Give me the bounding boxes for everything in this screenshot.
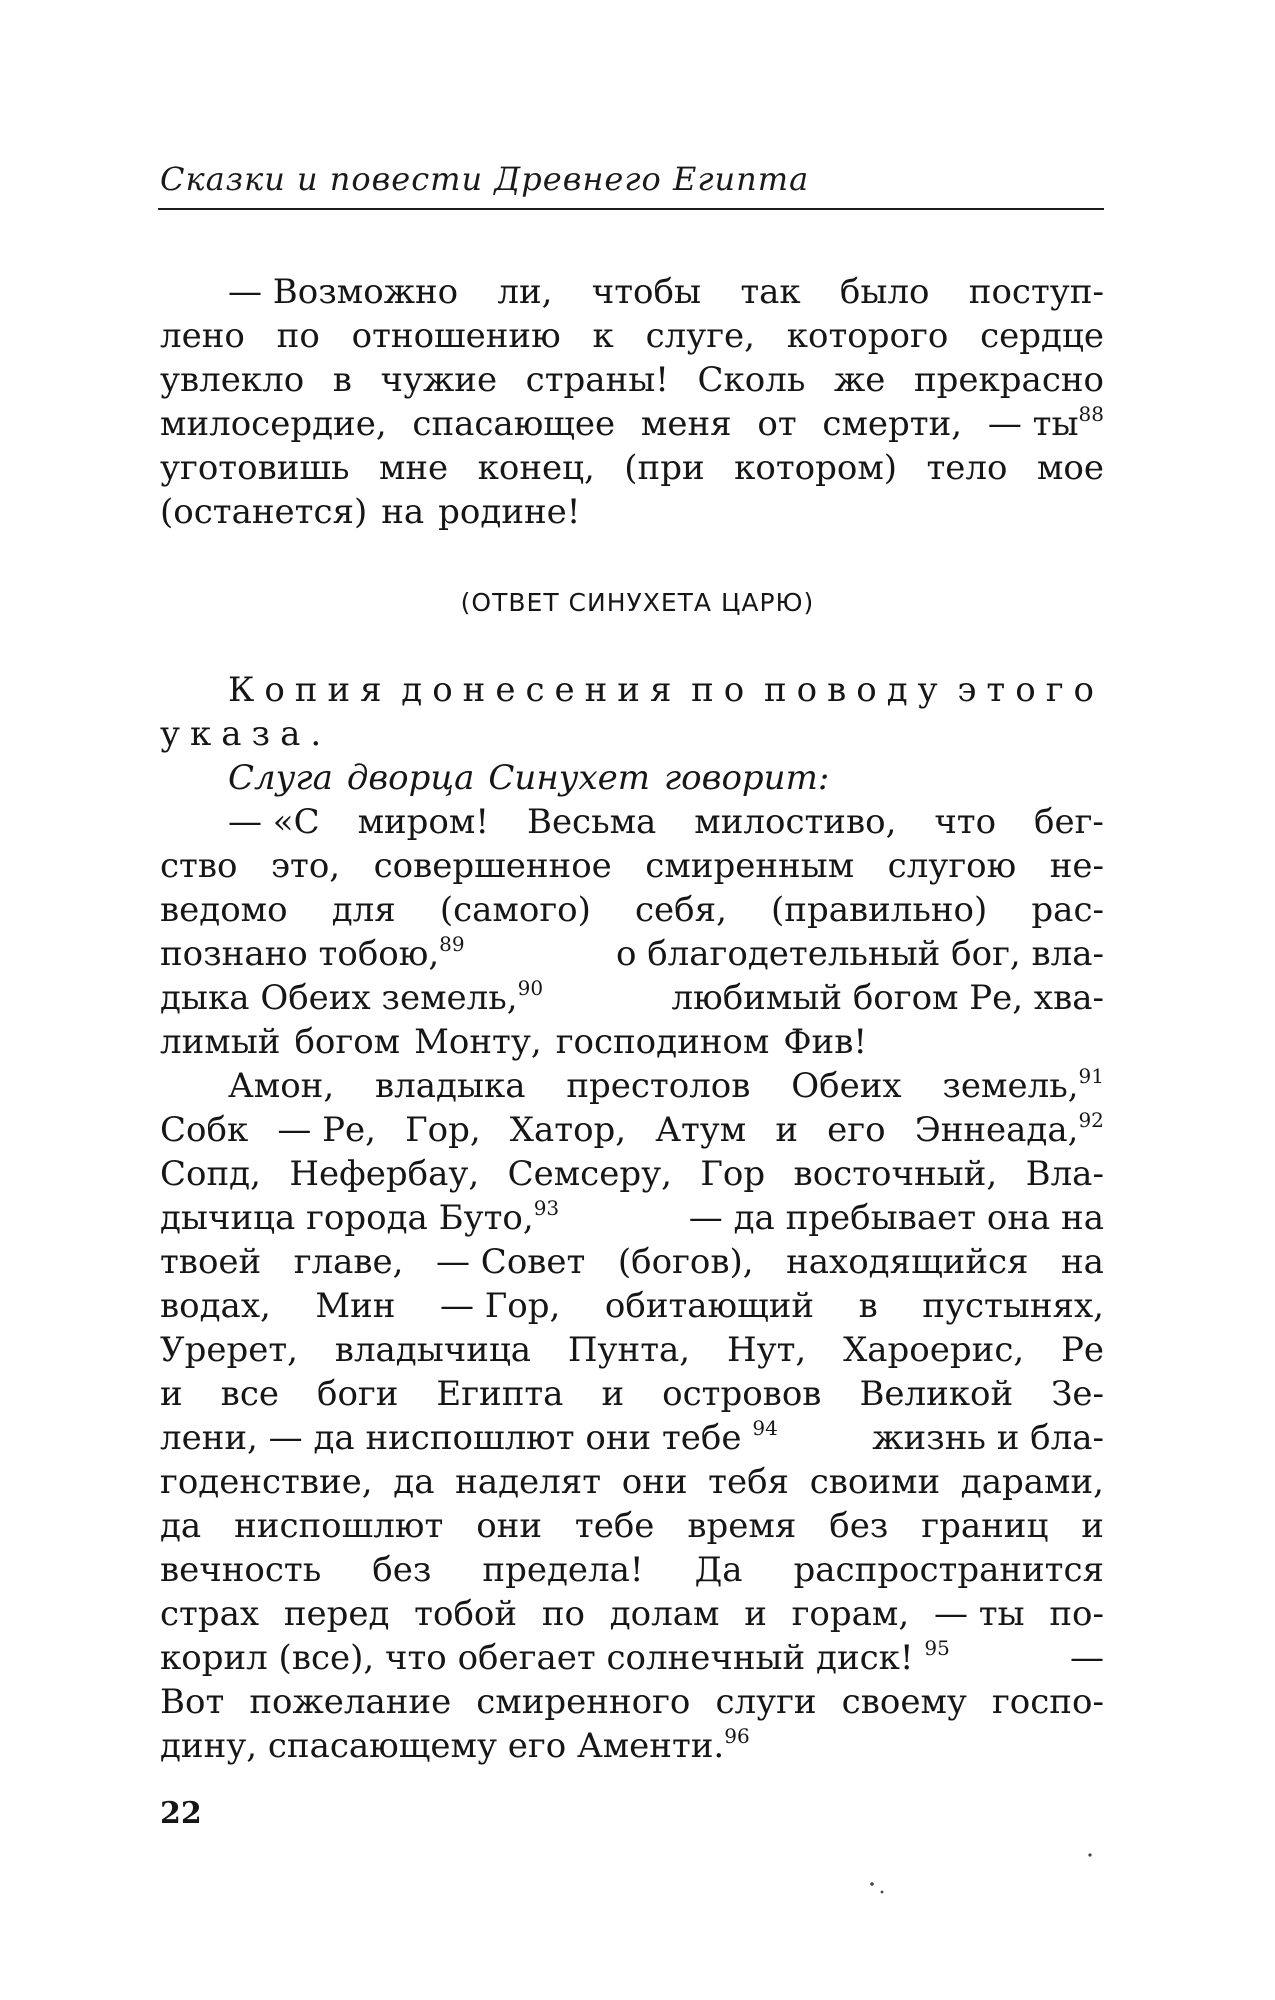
word: на (1061, 1242, 1104, 1282)
word: вечность (160, 1550, 322, 1590)
word: меня (640, 404, 732, 444)
word: поводу (763, 670, 948, 710)
word: что (934, 802, 997, 842)
word: время (687, 1506, 797, 1546)
word: смерти, (822, 404, 963, 444)
word: смиренным (645, 846, 855, 886)
word: восточный, (793, 1154, 998, 1194)
word: Зе- (1051, 1374, 1104, 1414)
word: — Возможно (228, 272, 459, 312)
word: донесения (401, 670, 682, 710)
text-segment: дину, спасающему его Аменти.$^{96}$ (160, 1724, 750, 1766)
word: Гор (700, 1154, 766, 1194)
section-heading: (ОТВЕТ СИНУХЕТА ЦАРЮ) (460, 588, 815, 617)
word: предела! (482, 1550, 644, 1590)
word: отношению (351, 316, 561, 356)
word: распространится (793, 1550, 1104, 1590)
word: перед (283, 1594, 390, 1634)
word: горам, (791, 1594, 910, 1634)
word: границ (921, 1506, 1049, 1546)
text-segment: лени, — да ниспошлют они тебе $^{94}$ (160, 1416, 778, 1458)
word: земель,$^{91}$ (942, 1064, 1104, 1106)
word: — $ты^{88}$ (987, 402, 1104, 444)
word: себя, (635, 890, 727, 930)
word: поступ- (968, 272, 1104, 312)
word: главе, (293, 1242, 404, 1282)
word: Вот (160, 1682, 225, 1722)
word: дворца (346, 758, 475, 798)
word: да (160, 1506, 202, 1546)
footnote-ref: 90 (517, 976, 544, 1000)
word: его (827, 1110, 886, 1150)
word: чтобы (591, 272, 702, 312)
word: котором) (734, 448, 898, 488)
word: по (276, 316, 320, 356)
word: мое (1036, 448, 1104, 488)
word: от (757, 404, 797, 444)
word: бег- (1034, 802, 1104, 842)
word: обитающий (604, 1286, 815, 1326)
word: не- (1049, 846, 1104, 886)
word: увлекло (160, 360, 305, 400)
word: годенствие, (160, 1462, 373, 1502)
footnote-ref: 92 (1078, 1108, 1104, 1132)
text-segment: о благодетельный бог, вла- (615, 934, 1104, 974)
word: слуге, (645, 316, 755, 356)
word: боги (316, 1374, 399, 1414)
word: Сопд, (160, 1154, 261, 1194)
word: указа. (160, 714, 332, 754)
word: все (220, 1374, 279, 1414)
word: Собк (160, 1110, 249, 1150)
word: родине! (438, 492, 581, 532)
word: так (740, 272, 801, 312)
word: Монту, (414, 1022, 542, 1062)
word: да (393, 1462, 435, 1502)
footnote-ref: 88 (1078, 402, 1104, 426)
word: пожелание (249, 1682, 452, 1722)
word: миром! (357, 802, 490, 842)
word: чужие (380, 360, 498, 400)
word: Вла- (1025, 1154, 1104, 1194)
text-segment: жизнь и бла- (872, 1418, 1104, 1458)
word: и (160, 1374, 183, 1414)
word: пустынях, (922, 1286, 1104, 1326)
word: твоей (160, 1242, 262, 1282)
text-segment: познано тобою,$^{89}$ (160, 932, 465, 974)
word: Сколь (697, 360, 806, 400)
footnote-ref: 89 (439, 932, 465, 956)
word: спасающее (412, 404, 616, 444)
word: по (541, 1594, 585, 1634)
word: (богов), (617, 1242, 754, 1282)
word: Мин (315, 1286, 396, 1326)
speck (1088, 1853, 1091, 1856)
running-head: Сказки и повести Древнего Египта (160, 160, 810, 198)
text-segment: дычица города Буто,$^{93}$ (160, 1196, 560, 1238)
word: уготовишь (160, 448, 350, 488)
word: — ты (933, 1594, 1025, 1634)
footnote-ref: 91 (1078, 1064, 1104, 1088)
text-segment: — (1070, 1638, 1104, 1678)
word: (останется) (160, 492, 368, 532)
word: и (744, 1594, 767, 1634)
footnote-ref: 95 (924, 1636, 950, 1660)
word: Эннеада,$^{92}$ (914, 1108, 1104, 1150)
text-segment: — да пребывает она на (688, 1198, 1104, 1238)
word: владыка (374, 1066, 526, 1106)
word: милосердие, (160, 404, 387, 444)
word: наделят (455, 1462, 602, 1502)
word: этого (957, 670, 1104, 710)
word: госпо- (991, 1682, 1104, 1722)
word: Обеих (791, 1066, 902, 1106)
word: страны! (525, 360, 669, 400)
word: Фив! (783, 1022, 868, 1062)
word: милостиво, (694, 802, 897, 842)
word: слуги (715, 1682, 817, 1722)
word: же (833, 360, 886, 400)
word: лено (160, 316, 245, 356)
word: водах, (160, 1286, 271, 1326)
word: без (829, 1506, 889, 1546)
word: в (332, 360, 352, 400)
word: (самого) (439, 890, 591, 930)
word: на (381, 492, 425, 532)
word: Нут, (726, 1330, 807, 1370)
word: богом (294, 1022, 401, 1062)
word: господином (555, 1022, 770, 1062)
word: своему (841, 1682, 967, 1722)
word: Ре (1061, 1330, 1104, 1370)
word: это, (270, 846, 341, 886)
word: слугою (887, 846, 1017, 886)
word: Да (694, 1550, 743, 1590)
word: и (601, 1374, 625, 1414)
word: тобой (414, 1594, 518, 1634)
word: (правильно) (771, 890, 988, 930)
word: Гор, (405, 1110, 481, 1150)
word: долам (609, 1594, 720, 1634)
speck (881, 1891, 884, 1894)
speck (870, 1882, 874, 1886)
footnote-ref: 93 (533, 1196, 560, 1220)
word: и (1081, 1506, 1104, 1546)
word: (при (624, 448, 705, 488)
word: тебе (574, 1506, 655, 1546)
page-number: 22 (160, 1796, 202, 1831)
word: которого (786, 316, 949, 356)
word: — Ре, (277, 1110, 376, 1150)
word: тебя (708, 1462, 790, 1502)
word: Хатор, (509, 1110, 627, 1150)
word: Уререт, (160, 1330, 298, 1370)
word: лимый (160, 1022, 281, 1062)
word: Египта (436, 1374, 564, 1414)
word: они (476, 1506, 542, 1546)
word: по- (1049, 1594, 1104, 1634)
word: сердце (980, 316, 1104, 356)
word: Слуга (228, 758, 333, 798)
word: для (331, 890, 396, 930)
word: Хароерис, (843, 1330, 1025, 1370)
word: мне (378, 448, 449, 488)
word: в (858, 1286, 878, 1326)
word: Семсеру, (507, 1154, 672, 1194)
word: ли, (497, 272, 553, 312)
word: рас- (1031, 890, 1104, 930)
word: ниспошлют (234, 1506, 444, 1546)
word: престолов (566, 1066, 751, 1106)
word: Весьма (526, 802, 657, 842)
word: Амон, (228, 1066, 335, 1106)
word: они (621, 1462, 688, 1502)
word: по (691, 670, 755, 710)
word: — «С (228, 802, 320, 842)
word: Атум (655, 1110, 747, 1150)
word: без (372, 1550, 432, 1590)
word: островов (662, 1374, 822, 1414)
word: своими (809, 1462, 941, 1502)
word: находящийся (786, 1242, 1029, 1282)
footnote-ref: 96 (724, 1724, 750, 1748)
text-segment: корил (все), что обегает солнечный диск! $^{95}$ (160, 1636, 950, 1678)
word: прекрасно (913, 360, 1104, 400)
word: конец, (477, 448, 595, 488)
word: Синухет (488, 758, 650, 798)
word: смиренного (476, 1682, 691, 1722)
word: владычица (334, 1330, 532, 1370)
word: — Совет (436, 1242, 586, 1282)
text-segment: дыка Обеих земель,$^{90}$ (160, 976, 544, 1018)
word: к (592, 316, 614, 356)
word: и (775, 1110, 799, 1150)
word: было (839, 272, 930, 312)
word: Копия (228, 670, 392, 710)
text-segment: любимый богом Ре, хва- (671, 978, 1104, 1018)
word: совершенное (373, 846, 612, 886)
word: ство (160, 846, 238, 886)
word: ведомо (160, 890, 288, 930)
word: страх (160, 1594, 260, 1634)
word: Нефербау, (289, 1154, 480, 1194)
word: тело (926, 448, 1008, 488)
word: — Гор, (439, 1286, 561, 1326)
word: дарами, (960, 1462, 1104, 1502)
word: Пунта, (567, 1330, 691, 1370)
word: говорит: (664, 758, 830, 798)
footnote-ref: 94 (752, 1416, 778, 1440)
word: Великой (859, 1374, 1014, 1414)
